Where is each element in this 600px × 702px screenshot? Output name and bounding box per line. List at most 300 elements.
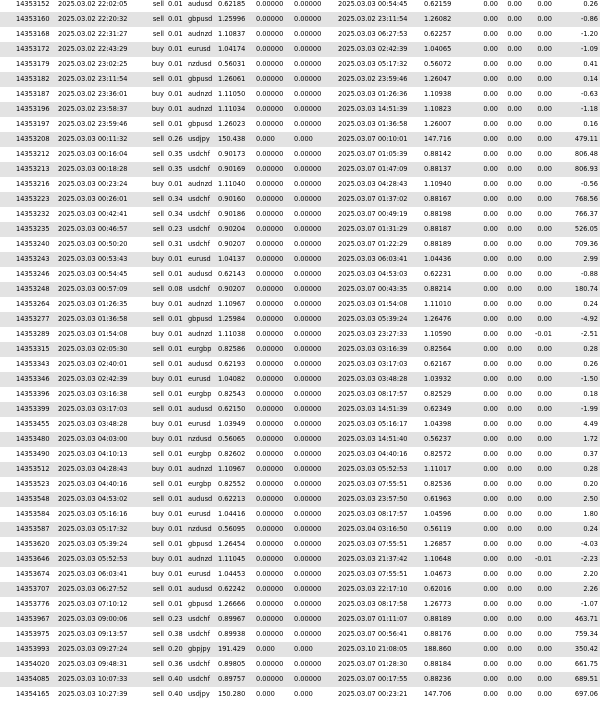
type-cell: buy [144, 432, 166, 447]
open-time-cell: 2025.03.03 04:28:43 [56, 462, 144, 477]
profit-cell: 661.75 [554, 657, 600, 672]
profit-cell: -0.88 [554, 267, 600, 282]
taxes-cell: 0.00 [500, 282, 524, 297]
type-cell: buy [144, 297, 166, 312]
close-time-cell: 2025.03.03 04:40:16 [336, 447, 422, 462]
close-price-cell: 1.26857 [422, 537, 476, 552]
type-cell: sell [144, 687, 166, 702]
taxes-cell: 0.00 [500, 327, 524, 342]
symbol-cell: gbpusd [186, 12, 216, 27]
take-profit-cell: 0.00000 [292, 27, 336, 42]
profit-cell: 2.20 [554, 567, 600, 582]
stop-loss-cell: 0.00000 [254, 87, 292, 102]
table-row[interactable] [0, 117, 600, 132]
stop-loss-cell: 0.00000 [254, 672, 292, 687]
open-price-cell: 0.82543 [216, 387, 254, 402]
profit-cell: -2.51 [554, 327, 600, 342]
table-row[interactable] [0, 72, 600, 87]
take-profit-cell: 0.00000 [292, 492, 336, 507]
close-time-cell: 2025.03.03 01:36:58 [336, 117, 422, 132]
volume-cell: 0.01 [166, 342, 186, 357]
volume-cell: 0.01 [166, 177, 186, 192]
taxes-cell: 0.00 [500, 222, 524, 237]
ticket-cell: 14353399 [0, 402, 56, 417]
close-price-cell: 0.88142 [422, 147, 476, 162]
table-row[interactable] [0, 342, 600, 357]
table-row[interactable] [0, 42, 600, 57]
close-price-cell: 0.82564 [422, 342, 476, 357]
close-price-cell: 0.62159 [422, 0, 476, 12]
table-row[interactable] [0, 0, 600, 12]
table-row[interactable] [0, 657, 600, 672]
symbol-cell: usdjpy [186, 132, 216, 147]
open-time-cell: 2025.03.03 04:53:02 [56, 492, 144, 507]
close-price-cell: 0.62231 [422, 267, 476, 282]
taxes-cell: 0.00 [500, 432, 524, 447]
table-row[interactable] [0, 237, 600, 252]
table-row[interactable] [0, 687, 600, 702]
table-row[interactable] [0, 102, 600, 117]
swap-cell: 0.00 [524, 87, 554, 102]
open-time-cell: 2025.03.03 09:13:57 [56, 627, 144, 642]
volume-cell: 0.26 [166, 132, 186, 147]
commission-cell: 0.00 [476, 357, 500, 372]
type-cell: buy [144, 177, 166, 192]
taxes-cell: 0.00 [500, 642, 524, 657]
stop-loss-cell: 0.00000 [254, 192, 292, 207]
symbol-cell: usdchf [186, 612, 216, 627]
ticket-cell: 14353212 [0, 147, 56, 162]
profit-cell: 463.71 [554, 612, 600, 627]
stop-loss-cell: 0.00000 [254, 282, 292, 297]
table-row[interactable] [0, 357, 600, 372]
take-profit-cell: 0.00000 [292, 252, 336, 267]
open-price-cell: 0.62242 [216, 582, 254, 597]
close-price-cell: 1.11017 [422, 462, 476, 477]
swap-cell: 0.00 [524, 597, 554, 612]
taxes-cell: 0.00 [500, 57, 524, 72]
stop-loss-cell: 0.00000 [254, 447, 292, 462]
open-time-cell: 2025.03.03 10:27:39 [56, 687, 144, 702]
taxes-cell: 0.00 [500, 522, 524, 537]
volume-cell: 0.01 [166, 522, 186, 537]
open-price-cell: 0.62143 [216, 267, 254, 282]
stop-loss-cell: 0.00000 [254, 327, 292, 342]
open-time-cell: 2025.03.02 23:59:46 [56, 117, 144, 132]
symbol-cell: eurusd [186, 567, 216, 582]
table-row[interactable] [0, 282, 600, 297]
take-profit-cell: 0.00000 [292, 297, 336, 312]
close-price-cell: 1.26047 [422, 72, 476, 87]
stop-loss-cell: 0.00000 [254, 342, 292, 357]
taxes-cell: 0.00 [500, 312, 524, 327]
close-time-cell: 2025.03.03 08:17:57 [336, 507, 422, 522]
type-cell: sell [144, 447, 166, 462]
ticket-cell: 14353289 [0, 327, 56, 342]
commission-cell: 0.00 [476, 492, 500, 507]
take-profit-cell: 0.00000 [292, 432, 336, 447]
close-time-cell: 2025.03.07 00:10:01 [336, 132, 422, 147]
close-time-cell: 2025.03.03 07:55:51 [336, 537, 422, 552]
swap-cell: 0.00 [524, 507, 554, 522]
symbol-cell: eurusd [186, 507, 216, 522]
taxes-cell: 0.00 [500, 612, 524, 627]
open-price-cell: 0.89967 [216, 612, 254, 627]
taxes-cell: 0.00 [500, 207, 524, 222]
ticket-cell: 14353346 [0, 372, 56, 387]
stop-loss-cell: 0.00000 [254, 207, 292, 222]
open-time-cell: 2025.03.02 23:36:01 [56, 87, 144, 102]
volume-cell: 0.01 [166, 72, 186, 87]
swap-cell: 0.00 [524, 627, 554, 642]
open-time-cell: 2025.03.03 01:36:58 [56, 312, 144, 327]
open-price-cell: 0.90204 [216, 222, 254, 237]
table-row[interactable] [0, 12, 600, 27]
profit-cell: 526.05 [554, 222, 600, 237]
swap-cell: 0.00 [524, 252, 554, 267]
close-price-cell: 0.88184 [422, 657, 476, 672]
take-profit-cell: 0.00000 [292, 627, 336, 642]
profit-cell: 1.72 [554, 432, 600, 447]
volume-cell: 0.01 [166, 312, 186, 327]
type-cell: buy [144, 327, 166, 342]
open-time-cell: 2025.03.03 00:42:41 [56, 207, 144, 222]
volume-cell: 0.08 [166, 282, 186, 297]
commission-cell: 0.00 [476, 192, 500, 207]
swap-cell: 0.00 [524, 357, 554, 372]
taxes-cell: 0.00 [500, 297, 524, 312]
swap-cell: 0.00 [524, 42, 554, 57]
commission-cell: 0.00 [476, 672, 500, 687]
ticket-cell: 14353584 [0, 507, 56, 522]
profit-cell: -2.23 [554, 552, 600, 567]
profit-cell: -0.56 [554, 177, 600, 192]
volume-cell: 0.01 [166, 102, 186, 117]
commission-cell: 0.00 [476, 522, 500, 537]
swap-cell: 0.00 [524, 162, 554, 177]
close-time-cell: 2025.03.03 05:52:53 [336, 462, 422, 477]
swap-cell: 0.00 [524, 27, 554, 42]
symbol-cell: audnzd [186, 552, 216, 567]
symbol-cell: eurgbp [186, 477, 216, 492]
take-profit-cell: 0.00000 [292, 207, 336, 222]
swap-cell: 0.00 [524, 687, 554, 702]
close-price-cell: 0.61963 [422, 492, 476, 507]
volume-cell: 0.01 [166, 492, 186, 507]
type-cell: sell [144, 117, 166, 132]
swap-cell: 0.00 [524, 0, 554, 12]
swap-cell: 0.00 [524, 672, 554, 687]
table-row[interactable] [0, 597, 600, 612]
table-row[interactable] [0, 522, 600, 537]
type-cell: sell [144, 672, 166, 687]
profit-cell: 479.11 [554, 132, 600, 147]
commission-cell: 0.00 [476, 567, 500, 582]
stop-loss-cell: 0.00000 [254, 597, 292, 612]
volume-cell: 0.01 [166, 462, 186, 477]
symbol-cell: usdjpy [186, 687, 216, 702]
take-profit-cell: 0.00000 [292, 57, 336, 72]
profit-cell: 0.18 [554, 387, 600, 402]
taxes-cell: 0.00 [500, 132, 524, 147]
table-row[interactable] [0, 147, 600, 162]
ticket-cell: 14353512 [0, 462, 56, 477]
volume-cell: 0.34 [166, 207, 186, 222]
close-time-cell: 2025.03.03 22:17:10 [336, 582, 422, 597]
close-time-cell: 2025.03.03 14:51:40 [336, 432, 422, 447]
table-row[interactable] [0, 87, 600, 102]
open-time-cell: 2025.03.02 23:02:25 [56, 57, 144, 72]
table-row[interactable] [0, 507, 600, 522]
table-row[interactable] [0, 267, 600, 282]
type-cell: sell [144, 342, 166, 357]
stop-loss-cell: 0.000 [254, 132, 292, 147]
close-time-cell: 2025.03.03 08:17:58 [336, 597, 422, 612]
volume-cell: 0.01 [166, 297, 186, 312]
table-row[interactable] [0, 447, 600, 462]
symbol-cell: audnzd [186, 462, 216, 477]
profit-cell: 2.26 [554, 582, 600, 597]
type-cell: buy [144, 552, 166, 567]
type-cell: sell [144, 357, 166, 372]
open-time-cell: 2025.03.03 10:07:33 [56, 672, 144, 687]
ticket-cell: 14353152 [0, 0, 56, 12]
profit-cell: 759.34 [554, 627, 600, 642]
stop-loss-cell: 0.00000 [254, 372, 292, 387]
swap-cell: 0.00 [524, 12, 554, 27]
type-cell: sell [144, 627, 166, 642]
open-price-cell: 0.82602 [216, 447, 254, 462]
ticket-cell: 14353523 [0, 477, 56, 492]
symbol-cell: audusd [186, 492, 216, 507]
swap-cell: 0.00 [524, 522, 554, 537]
swap-cell: 0.00 [524, 402, 554, 417]
type-cell: sell [144, 222, 166, 237]
symbol-cell: gbpusd [186, 537, 216, 552]
commission-cell: 0.00 [476, 462, 500, 477]
table-row[interactable] [0, 312, 600, 327]
profit-cell: -0.63 [554, 87, 600, 102]
open-price-cell: 1.10837 [216, 27, 254, 42]
take-profit-cell: 0.00000 [292, 222, 336, 237]
table-row[interactable] [0, 612, 600, 627]
taxes-cell: 0.00 [500, 87, 524, 102]
volume-cell: 0.01 [166, 537, 186, 552]
swap-cell: 0.00 [524, 312, 554, 327]
stop-loss-cell: 0.00000 [254, 72, 292, 87]
close-price-cell: 1.26082 [422, 12, 476, 27]
volume-cell: 0.40 [166, 687, 186, 702]
taxes-cell: 0.00 [500, 12, 524, 27]
ticket-cell: 14353548 [0, 492, 56, 507]
close-price-cell: 1.10823 [422, 102, 476, 117]
commission-cell: 0.00 [476, 207, 500, 222]
take-profit-cell: 0.00000 [292, 102, 336, 117]
table-row[interactable] [0, 192, 600, 207]
stop-loss-cell: 0.00000 [254, 102, 292, 117]
volume-cell: 0.36 [166, 657, 186, 672]
take-profit-cell: 0.00000 [292, 72, 336, 87]
profit-cell: -1.50 [554, 372, 600, 387]
open-time-cell: 2025.03.03 06:27:52 [56, 582, 144, 597]
open-time-cell: 2025.03.03 05:16:16 [56, 507, 144, 522]
type-cell: buy [144, 57, 166, 72]
take-profit-cell: 0.00000 [292, 522, 336, 537]
swap-cell: 0.00 [524, 222, 554, 237]
swap-cell: 0.00 [524, 462, 554, 477]
taxes-cell: 0.00 [500, 567, 524, 582]
stop-loss-cell: 0.00000 [254, 567, 292, 582]
taxes-cell: 0.00 [500, 177, 524, 192]
symbol-cell: audusd [186, 357, 216, 372]
volume-cell: 0.23 [166, 222, 186, 237]
table-row[interactable] [0, 387, 600, 402]
volume-cell: 0.01 [166, 597, 186, 612]
commission-cell: 0.00 [476, 387, 500, 402]
swap-cell: 0.00 [524, 282, 554, 297]
table-row[interactable] [0, 372, 600, 387]
ticket-cell: 14353208 [0, 132, 56, 147]
open-price-cell: 1.11040 [216, 177, 254, 192]
stop-loss-cell: 0.000 [254, 642, 292, 657]
commission-cell: 0.00 [476, 27, 500, 42]
table-row[interactable] [0, 402, 600, 417]
table-row[interactable] [0, 327, 600, 342]
table-row[interactable] [0, 477, 600, 492]
type-cell: buy [144, 87, 166, 102]
swap-cell: 0.00 [524, 207, 554, 222]
take-profit-cell: 0.00000 [292, 87, 336, 102]
taxes-cell: 0.00 [500, 147, 524, 162]
symbol-cell: audnzd [186, 102, 216, 117]
table-row[interactable] [0, 462, 600, 477]
table-row[interactable] [0, 162, 600, 177]
commission-cell: 0.00 [476, 177, 500, 192]
symbol-cell: audnzd [186, 297, 216, 312]
open-price-cell: 1.10967 [216, 462, 254, 477]
type-cell: sell [144, 27, 166, 42]
table-row[interactable] [0, 222, 600, 237]
table-row[interactable] [0, 642, 600, 657]
ticket-cell: 14353315 [0, 342, 56, 357]
table-row[interactable] [0, 582, 600, 597]
commission-cell: 0.00 [476, 402, 500, 417]
taxes-cell: 0.00 [500, 417, 524, 432]
profit-cell: 0.24 [554, 297, 600, 312]
taxes-cell: 0.00 [500, 462, 524, 477]
take-profit-cell: 0.00000 [292, 312, 336, 327]
symbol-cell: nzdusd [186, 57, 216, 72]
table-row[interactable] [0, 627, 600, 642]
swap-cell: 0.00 [524, 237, 554, 252]
commission-cell: 0.00 [476, 327, 500, 342]
table-row[interactable] [0, 672, 600, 687]
swap-cell: 0.00 [524, 147, 554, 162]
table-row[interactable] [0, 537, 600, 552]
commission-cell: 0.00 [476, 417, 500, 432]
take-profit-cell: 0.00000 [292, 462, 336, 477]
ticket-cell: 14353179 [0, 57, 56, 72]
commission-cell: 0.00 [476, 297, 500, 312]
open-time-cell: 2025.03.03 00:50:20 [56, 237, 144, 252]
take-profit-cell: 0.00000 [292, 162, 336, 177]
symbol-cell: usdchf [186, 672, 216, 687]
type-cell: sell [144, 72, 166, 87]
ticket-cell: 14353455 [0, 417, 56, 432]
type-cell: sell [144, 282, 166, 297]
commission-cell: 0.00 [476, 447, 500, 462]
open-time-cell: 2025.03.02 23:11:54 [56, 72, 144, 87]
table-row[interactable] [0, 27, 600, 42]
close-time-cell: 2025.03.07 00:43:35 [336, 282, 422, 297]
take-profit-cell: 0.00000 [292, 672, 336, 687]
volume-cell: 0.01 [166, 477, 186, 492]
symbol-cell: audusd [186, 267, 216, 282]
open-time-cell: 2025.03.03 00:46:57 [56, 222, 144, 237]
open-time-cell: 2025.03.02 22:20:32 [56, 12, 144, 27]
volume-cell: 0.01 [166, 417, 186, 432]
table-row[interactable] [0, 132, 600, 147]
close-price-cell: 1.04398 [422, 417, 476, 432]
table-row[interactable] [0, 297, 600, 312]
close-time-cell: 2025.03.03 03:17:03 [336, 357, 422, 372]
type-cell: sell [144, 147, 166, 162]
volume-cell: 0.34 [166, 192, 186, 207]
take-profit-cell: 0.00000 [292, 327, 336, 342]
taxes-cell: 0.00 [500, 507, 524, 522]
stop-loss-cell: 0.00000 [254, 462, 292, 477]
commission-cell: 0.00 [476, 537, 500, 552]
open-price-cell: 1.25996 [216, 12, 254, 27]
swap-cell: 0.00 [524, 582, 554, 597]
table-row[interactable] [0, 57, 600, 72]
open-time-cell: 2025.03.02 23:58:37 [56, 102, 144, 117]
close-time-cell: 2025.03.03 02:42:39 [336, 42, 422, 57]
table-row[interactable] [0, 552, 600, 567]
table-row[interactable] [0, 417, 600, 432]
type-cell: sell [144, 312, 166, 327]
profit-cell: -1.07 [554, 597, 600, 612]
take-profit-cell: 0.00000 [292, 192, 336, 207]
table-row[interactable] [0, 492, 600, 507]
swap-cell: 0.00 [524, 642, 554, 657]
close-price-cell: 0.88236 [422, 672, 476, 687]
taxes-cell: 0.00 [500, 537, 524, 552]
symbol-cell: eurusd [186, 252, 216, 267]
close-price-cell: 1.10938 [422, 87, 476, 102]
open-price-cell: 1.04174 [216, 42, 254, 57]
table-row[interactable] [0, 432, 600, 447]
type-cell: sell [144, 12, 166, 27]
table-row[interactable] [0, 567, 600, 582]
ticket-cell: 14353480 [0, 432, 56, 447]
close-time-cell: 2025.03.03 05:39:24 [336, 312, 422, 327]
table-row[interactable] [0, 207, 600, 222]
type-cell: sell [144, 402, 166, 417]
volume-cell: 0.01 [166, 0, 186, 12]
table-row[interactable] [0, 177, 600, 192]
profit-cell: 2.50 [554, 492, 600, 507]
taxes-cell: 0.00 [500, 342, 524, 357]
stop-loss-cell: 0.00000 [254, 312, 292, 327]
open-price-cell: 0.62185 [216, 0, 254, 12]
close-price-cell: 147.706 [422, 687, 476, 702]
table-row[interactable] [0, 252, 600, 267]
type-cell: sell [144, 612, 166, 627]
stop-loss-cell: 0.00000 [254, 432, 292, 447]
stop-loss-cell: 0.00000 [254, 612, 292, 627]
open-price-cell: 0.62150 [216, 402, 254, 417]
